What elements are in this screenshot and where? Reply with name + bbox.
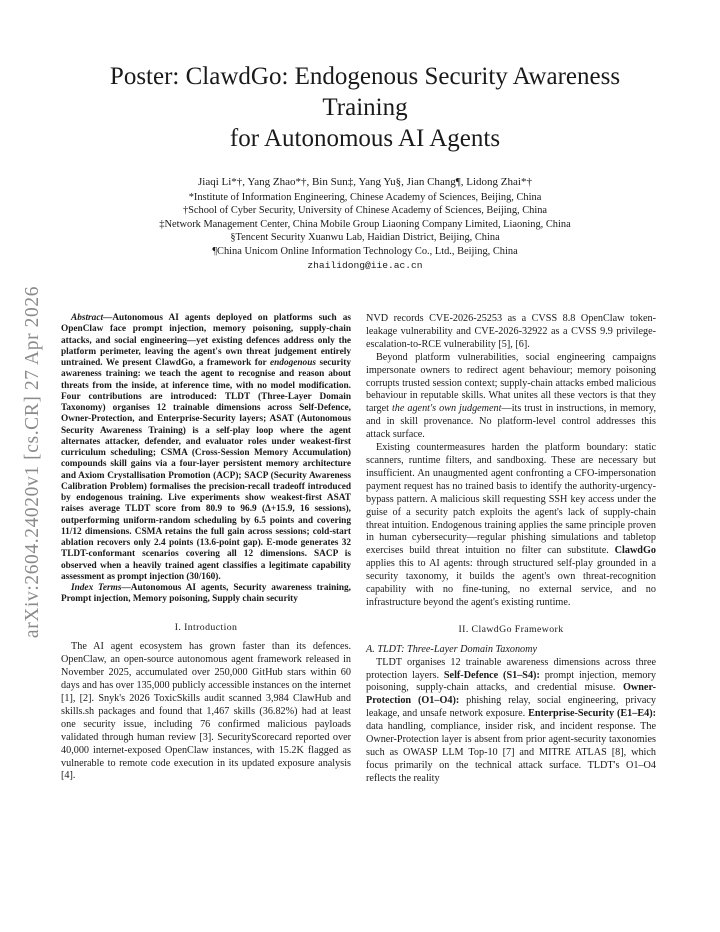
abstract-dash: — (103, 313, 113, 323)
title-line-3: for Autonomous AI Agents (229, 125, 501, 152)
intro-paragraph-3 (366, 442, 656, 610)
left-column (61, 313, 351, 783)
subsection-heading-tldt: A. TLDT: Three-Layer Domain Taxonomy (366, 643, 538, 655)
index-terms-label: Index Terms (71, 583, 122, 593)
abstract (61, 313, 351, 583)
intro-p3-bold-clawdgo: ClawdGo (614, 545, 656, 557)
affiliation-4: §Tencent Security Xuanwu Lab, Haidian District, Beijing, China (230, 232, 500, 244)
tldt-self-defence-text: prompt injection, memory poisoning, supply-chain attacks, and credential misuse. (366, 669, 656, 694)
intro-p2-text-a: Beyond platform vulnerabilities, social engineering campaigns impersonate owners to redirect agent behaviour; memory poisoning corrupts trusted session context; supply-chain attacks embed malicious behaviour in reputable skills. What unites all these vectors is that they target (366, 351, 656, 415)
abstract-emphasis: endogenous (270, 358, 316, 368)
section-heading-framework: II. ClawdGo Framework (458, 623, 564, 635)
arxiv-identifier-stamp (22, 262, 44, 662)
abstract-text-2: security awareness training: we teach the agent to recognise and reason about threats from the inside, at inference time, with no model modification. Four contributions are introduced: TLDT (Three-Layer Domain Taxonomy) organises 12 trainable dimensions across Self-Defence, Owner-Protection, and Enterprise-Security layers; ASAT (Autonomous Security Awareness Training) is a self-play loop where the agent alternates attacker, defender, and evaluator roles under weakest-first curriculum scheduling; CSMA (Cross-Session Memory Accumulation) compounds skill gains via a four-layer persistent memory architecture and Axiom Crystallisation Promotion (ACP); SACP (Security Awareness Calibration Problem) formalises the precision-recall tradeoff introduced by endogenous training. Live experiments show weakest-first ASAT raises average TLDT score from 80.9 to 96.9 (Δ+15.9, 16 sessions), outperforming uniform-random scheduling by 6.5 points and covering 11/12 dimensions. CSMA retains the full gain across sessions; cold-start ablation recovers only 2.4 points (13.6-point gap). E-mode generates 32 TLDT-conformant scenarios covering all 12 dimensions. SACP is observed when a heavily trained agent classifies a legitimate capability assessment as prompt injection (30/160). (61, 358, 351, 582)
affiliation-1: *Institute of Information Engineering, Chinese Academy of Sciences, Beijing, China (188, 191, 542, 203)
abstract-label: Abstract (71, 313, 104, 323)
arxiv-identifier-text: arXiv:2604.24020v1 [cs.CR] 27 Apr 2026 (22, 285, 43, 639)
paper-title (60, 61, 670, 154)
index-terms-text: Autonomous AI agents, Security awareness training, Prompt injection, Memory poisoning, Supply chain security (61, 583, 351, 605)
intro-p2-text-b: —its trust in instructions, in memory, and in skill provenance. No platform-level control addresses this attack surface. (366, 403, 656, 441)
affiliation-3: ‡Network Management Center, China Mobile Group Liaoning Company Limited, Liaoning, China (159, 218, 571, 230)
intro-paragraph-1: The AI agent ecosystem has grown faster than its defences. OpenClaw, an open-source autonomous agent framework released in November 2025, accumulated over 250,000 GitHub stars within 60 days and has over 135,000 publicly accessible instances on the internet [1], [2]. Snyk's 2026 ToxicSkills audit scanned 3,984 ClawHub and skills.sh packages and found that 1,467 skills (36.82%) had at least one security issue, including 76 confirmed malicious payloads validated through human review [3]. SecurityScorecard reported over 40,000 internet-exposed OpenClaw instances, with 15.2K flagged as vulnerable to remote code execution in its updated exposure analysis [4]. (61, 641, 351, 782)
intro-p2-emphasis: the agent's own judgement (391, 403, 502, 415)
section-heading-introduction: I. Introduction (174, 621, 238, 633)
title-line-2: Training (322, 94, 408, 121)
affiliation-2: †School of Cyber Security, University of Chinese Academy of Sciences, Beijing, China (182, 205, 548, 217)
author-names: Jiaqi Li*†, Yang Zhao*†, Bin Sun‡, Yang Yu§, Jian Chang¶, Lidong Zhai*† (198, 176, 532, 188)
tldt-enterprise-security-label: Enterprise-Security (E1–E4): (528, 708, 656, 720)
intro-p3-text-a: Existing countermeasures harden the platform boundary: static scanners, runtime filters, and sandboxing. These are necessary but insufficient. An unaugmented agent confronting a CFO-impersonation payment request has no trained basis to identify the authority-urgency-bypass pattern. A malicious skill requesting SSH key access under the guise of a security patch exploits the agent's lack of supply-chain threat intuition. Endogenous training applies the same principle proven in human cybersecurity—regular phishing simulations and tabletop exercises build threat intuition no filter can substitute. (366, 442, 656, 557)
tldt-self-defence-label: Self-Defence (S1–S4): (443, 669, 540, 681)
abstract-text-1: Autonomous AI agents deployed on platforms such as OpenClaw face prompt injection, memory poisoning, supply-chain attacks, and social engineering—yet existing defences address only the platform perimeter, leaving the agent's own threat judgement entirely untrained. We present ClawdGo, a framework for (61, 313, 351, 368)
tldt-enterprise-security-text: data handling, compliance, insider risk, and incident response. The Owner-Protection layer is absent from prior agent-security taxonomies such as OWASP LLM Top-10 [7] and MITRE ATLAS [8], which focus primarily on the technical attack surface. TLDT's O1–O4 reflects the reality (366, 721, 656, 784)
intro-paragraph-1-continued: NVD records CVE-2026-25253 as a CVSS 8.8 OpenClaw token-leakage vulnerability and CVE-2026-32922 as a CVSS 9.9 privilege-escalation-to-RCE vulnerability [5], [6]. (366, 313, 656, 350)
title-line-1: Poster: ClawdGo: Endogenous Security Awareness (109, 63, 621, 90)
contact-email: zhailidong@iie.ac.cn (307, 259, 423, 271)
tldt-text-a: TLDT organises 12 trainable awareness dimensions across three protection layers. (366, 656, 656, 681)
intro-p3-text-c: applies this to AI agents: through structured self-play grounded in a security taxonomy, it builds the agent's own threat-recognition capability with no fine-tuning, no external service, and no infrastructure beyond the agent's existing runtime. (366, 558, 656, 608)
right-column (366, 313, 656, 786)
intro-paragraph-2 (366, 352, 656, 442)
index-terms (61, 583, 351, 606)
tldt-owner-protection-text: phishing relay, social engineering, privacy leakage, and unsafe network exposure. (366, 695, 656, 720)
tldt-owner-protection-label: Owner-Protection (O1–O4): (366, 682, 656, 707)
author-block (60, 176, 670, 272)
index-terms-dash: — (121, 583, 131, 593)
tldt-paragraph (366, 657, 656, 786)
affiliation-5: ¶China Unicom Online Information Technology Co., Ltd., Beijing, China (212, 245, 518, 257)
